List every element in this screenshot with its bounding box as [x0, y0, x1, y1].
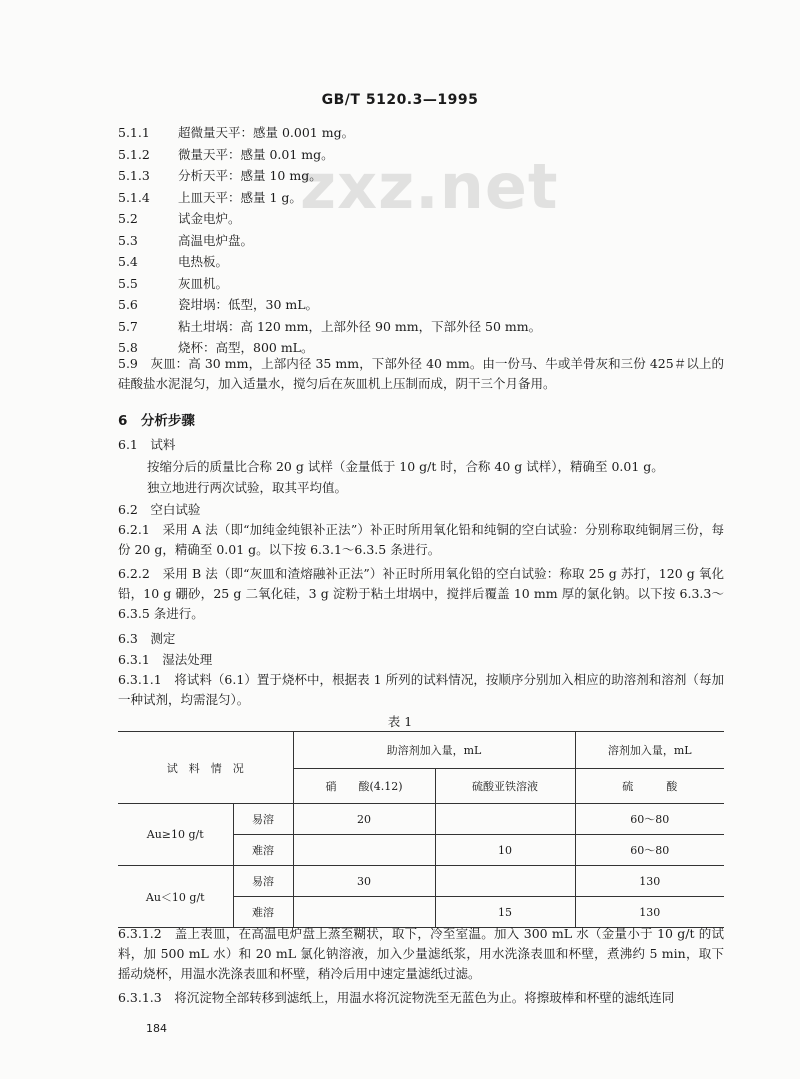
list-item [118, 296, 318, 314]
list-item [118, 189, 302, 207]
col-sample-header: 试 料 情 况 [118, 732, 293, 804]
s6-1-line1: 按缩分后的质量比合称 20 g 试样（金量低于 10 g/t 时，合称 40 g 试样），精确至 0.01 g。 [147, 459, 664, 474]
item-number: 5.7 [118, 318, 138, 334]
item-text: 试金电炉。 [178, 211, 241, 226]
sulfuric-cell: 60～80 [575, 835, 724, 866]
s6-3-1-1: 6.3.1.1 将试料（6.1）置于烧杯中，根据表 1 所列的试料情况，按顺序分别加入相应的助溶剂和溶剂（每加一种试剂，均需混匀）。 [118, 672, 724, 707]
sulfuric-cell: 130 [575, 866, 724, 897]
item-number: 5.2 [118, 211, 138, 226]
type-cell: 易溶 [233, 866, 293, 897]
nitric-cell [293, 835, 435, 866]
item-text: 微量天平：感量 0.01 mg。 [178, 146, 334, 162]
s6-3-1-3: 6.3.1.3 将沉淀物全部转移到滤纸上，用温水将沉淀物洗至无蓝色为止。将擦玻棒和杯壁的滤纸连同 [118, 990, 675, 1005]
item-text: 粘土坩埚：高 120 mm，上部外径 90 mm，下部外径 50 mm。 [178, 318, 542, 334]
s6-3-title: 6.3 测定 [118, 631, 176, 646]
ferrous-cell [435, 804, 575, 835]
table-title: 表 1 [387, 714, 413, 729]
group-cell: Au＜10 g/t [118, 866, 233, 928]
col-solvent-header: 溶剂加入量，mL [575, 732, 724, 769]
item-number: 5.1.2 [118, 146, 150, 162]
s6-1-title: 6.1 试料 [118, 437, 176, 452]
s6-2-title: 6.2 空白试验 [118, 502, 201, 517]
s6-3-1-2: 6.3.1.2 盖上表皿，在高温电炉盘上蒸至糊状，取下，冷至室温。加入 300 mL 水（金量小于 10 g/t 的试料，加 500 mL 水）和 20 mL 氯化钠溶液，加入少量滤纸浆，用水洗涤表皿和杯壁，煮沸约 5 min，取下摇动烧杯，用温水洗涤表皿和杯壁，稍冷后用中速定量滤纸过滤。 [118, 926, 724, 981]
list-item [118, 124, 354, 142]
list-item [118, 167, 322, 185]
ferrous-cell: 15 [435, 897, 575, 928]
standard-header: GB/T 5120.3—1995 [321, 92, 479, 108]
list-item [118, 253, 228, 271]
s6-2-1: 6.2.1 采用 A 法（即“加纯金纯银补正法”）补正时所用氧化铅和纯铜的空白试验：分别称取纯铜屑三份，每份 20 g，精确至 0.01 g。以下按 6.3.1～6.3.5 条进行。 [118, 522, 724, 557]
type-cell: 难溶 [233, 835, 293, 866]
ferrous-cell: 10 [435, 835, 575, 866]
item-number: 5.6 [118, 297, 138, 312]
sub-sulfuric-header: 硫 酸 [575, 769, 724, 804]
list-item [118, 232, 253, 250]
table-1 [118, 731, 724, 928]
item-text: 烧杯：高型，800 mL。 [178, 340, 314, 355]
list-item [118, 275, 228, 293]
item-number: 5.3 [118, 232, 138, 248]
nitric-cell: 20 [293, 804, 435, 835]
list-item [118, 210, 241, 228]
section-6-heading: 6 分析步骤 [118, 413, 195, 429]
nitric-cell: 30 [293, 866, 435, 897]
item-text: 高温电炉盘。 [178, 232, 254, 248]
item-5-9: 5.9 灰皿：高 30 mm，上部内径 35 mm，下部外径 40 mm。由一份马、牛或羊骨灰和三份 425＃以上的硅酸盐水泥混匀，加入适量水，搅匀后在灰皿机上压制而成，阴干三个月备用。 [118, 356, 724, 391]
col-flux-header: 助溶剂加入量，mL [293, 732, 575, 769]
list-item [118, 318, 541, 336]
watermark: zxz.net [300, 150, 559, 223]
item-text: 超微量天平：感量 0.001 mg。 [178, 125, 355, 140]
item-number: 5.4 [118, 254, 138, 269]
item-number: 5.1.4 [118, 189, 150, 205]
type-cell: 易溶 [233, 804, 293, 835]
nitric-cell [293, 897, 435, 928]
s6-1-line2: 独立地进行两次试验，取其平均值。 [147, 480, 348, 495]
item-text: 分析天平：感量 10 mg。 [178, 168, 322, 183]
sub-ferrous-header: 硫酸亚铁溶液 [435, 769, 575, 804]
list-item [118, 146, 334, 164]
item-text: 灰皿机。 [178, 275, 229, 291]
sulfuric-cell: 60～80 [575, 804, 724, 835]
ferrous-cell [435, 866, 575, 897]
item-number: 5.8 [118, 340, 138, 355]
item-text: 瓷坩埚：低型，30 mL。 [178, 297, 319, 312]
s6-2-2: 6.2.2 采用 B 法（即“灰皿和渣熔融补正法”）补正时所用氧化铅的空白试验：称取 25 g 苏打，120 g 氧化铅，10 g 硼砂，25 g 二氧化硅，3 g 淀粉于粘土坩埚中，搅拌后覆盖 10 mm 厚的氯化钠。以下按 6.3.3～6.3.5 条进行。 [118, 566, 724, 621]
page-number: 184 [146, 1022, 167, 1035]
item-text: 上皿天平：感量 1 g。 [178, 189, 302, 205]
item-number: 5.1.3 [118, 168, 150, 183]
item-text: 电热板。 [178, 254, 229, 269]
sub-nitric-header: 硝 酸(4.12) [293, 769, 435, 804]
s6-3-1-title: 6.3.1 湿法处理 [118, 652, 213, 667]
sulfuric-cell: 130 [575, 897, 724, 928]
type-cell: 难溶 [233, 897, 293, 928]
item-number: 5.1.1 [118, 125, 150, 140]
item-number: 5.5 [118, 275, 138, 291]
group-cell: Au≥10 g/t [118, 804, 233, 866]
